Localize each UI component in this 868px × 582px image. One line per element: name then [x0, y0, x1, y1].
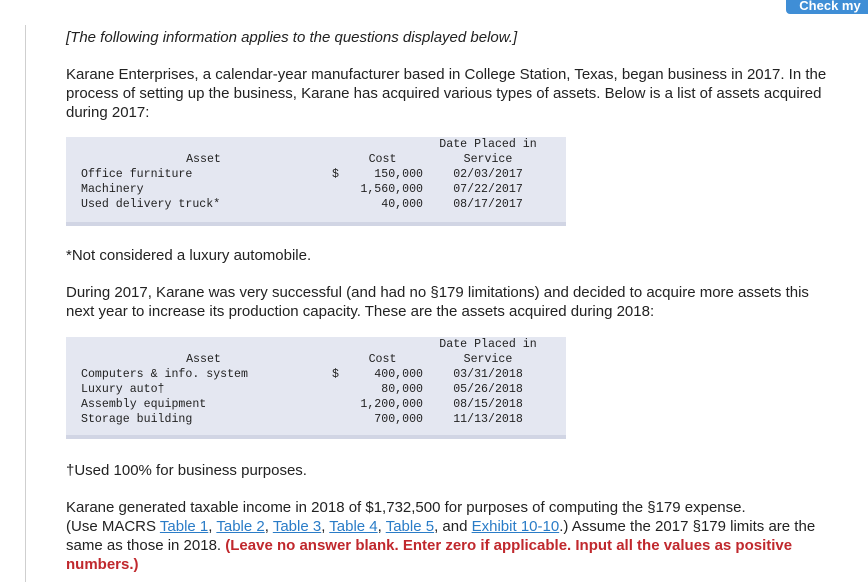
- asset-name: Storage building: [81, 413, 193, 426]
- asset-name: Luxury auto†: [81, 383, 165, 396]
- table-3-link[interactable]: Table 3: [272, 518, 322, 535]
- asset-cost: 80,000: [381, 383, 423, 396]
- paragraph-2018: During 2017, Karane was very successful (and had no §179 limitations) and decided to acquire more assets this next year to increase its production capacity. These are the assets acquired during 2018:: [66, 284, 809, 320]
- table-bottom-rule: [66, 222, 566, 226]
- asset-cost: 1,560,000: [360, 183, 423, 196]
- use-prefix: (Use MACRS: [66, 518, 160, 535]
- final-paragraph: [66, 498, 841, 574]
- check-my-work-button[interactable]: Check my: [786, 0, 868, 14]
- asset-name: Computers & info. system: [81, 368, 248, 381]
- separator: ,: [321, 518, 330, 535]
- table-row: [66, 167, 566, 182]
- table-1-link[interactable]: Table 1: [159, 518, 209, 535]
- asset-name: Office furniture: [81, 168, 193, 181]
- exhibit-10-10-link[interactable]: Exhibit 10-10: [471, 518, 560, 535]
- asset-cost: 1,200,000: [360, 398, 423, 411]
- asset-date: 08/17/2017: [453, 198, 523, 211]
- table-row: [66, 382, 566, 397]
- table-4-link[interactable]: Table 4: [329, 518, 378, 535]
- asset-name: Assembly equipment: [81, 398, 207, 411]
- use-suffix: .) Assume the 2017 §179 limits are the same as those in 2018.: [66, 518, 816, 554]
- asset-cost: 400,000: [374, 368, 423, 381]
- header-date-line2: Service: [463, 353, 513, 366]
- header-date-line1: Date Placed in: [439, 338, 537, 351]
- separator: ,: [377, 518, 386, 535]
- header-asset: Asset: [186, 353, 221, 366]
- intro-note: [The following information applies to the questions displayed below.]: [66, 29, 518, 46]
- asset-date: 07/22/2017: [453, 183, 523, 196]
- table-row: [66, 397, 566, 412]
- header-cost: Cost: [368, 353, 397, 366]
- table-header-row-1: [66, 137, 566, 152]
- table-row: [66, 412, 566, 427]
- asset-date: 03/31/2018: [453, 368, 523, 381]
- asset-date: 11/13/2018: [453, 413, 523, 426]
- table-row: [66, 182, 566, 197]
- separator: , and: [434, 518, 472, 535]
- asset-name: Machinery: [81, 183, 144, 196]
- table-header-row-2: [66, 352, 566, 367]
- asset-name: Used delivery truck*: [81, 198, 221, 211]
- separator: ,: [264, 518, 273, 535]
- table-5-link[interactable]: Table 5: [385, 518, 435, 535]
- asset-date: 05/26/2018: [453, 383, 523, 396]
- header-asset: Asset: [186, 153, 221, 166]
- asset-date: 08/15/2018: [453, 398, 523, 411]
- description-paragraph: Karane Enterprises, a calendar-year manufacturer based in College Station, Texas, began business in 2017. In the process of setting up the business, Karane has acquired various types of assets. Below is a list of assets acquired during 2017:: [66, 66, 827, 121]
- header-date-line2: Service: [463, 153, 513, 166]
- dollar-sign: $: [332, 368, 339, 381]
- asset-cost: 150,000: [374, 168, 423, 181]
- asset-cost: 40,000: [381, 198, 423, 211]
- table-bottom-rule: [66, 435, 566, 439]
- header-cost: Cost: [368, 153, 397, 166]
- separator: ,: [208, 518, 217, 535]
- table-row: [66, 367, 566, 382]
- footnote-2018: †Used 100% for business purposes.: [66, 462, 307, 479]
- left-border-rule: [25, 25, 26, 582]
- asset-date: 02/03/2017: [453, 168, 523, 181]
- table-row: [66, 197, 566, 212]
- table-header-row-1: [66, 337, 566, 352]
- table-2-link[interactable]: Table 2: [216, 518, 265, 535]
- header-date-line1: Date Placed in: [439, 138, 537, 151]
- asset-cost: 700,000: [374, 413, 423, 426]
- table-header-row-2: [66, 152, 566, 167]
- dollar-sign: $: [332, 168, 339, 181]
- taxable-income-sentence: Karane generated taxable income in 2018 of $1,732,500 for purposes of computing the §179 expense.: [66, 499, 746, 516]
- instruction-text: (Leave no answer blank. Enter zero if applicable. Input all the values as positive numbers.): [66, 537, 793, 573]
- footnote-2017: *Not considered a luxury automobile.: [66, 247, 312, 264]
